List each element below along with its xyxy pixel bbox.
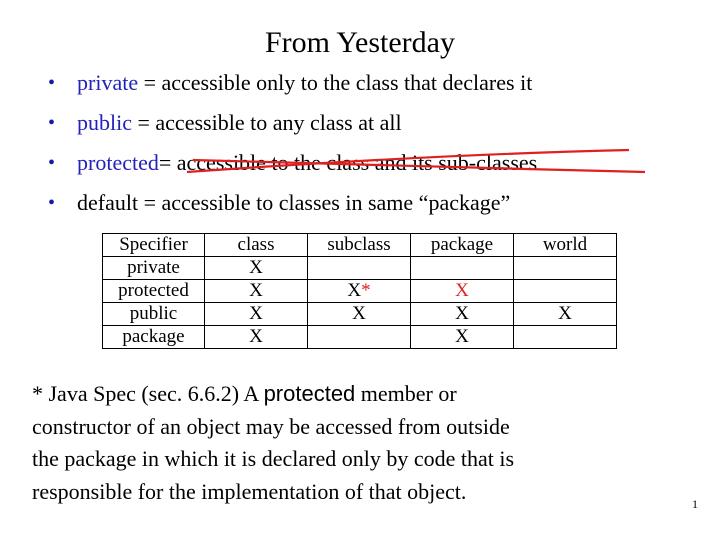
footnote: [32, 378, 692, 508]
access-table: [102, 233, 617, 349]
header-cell: Specifier: [103, 234, 205, 257]
keyword-private: private: [77, 70, 139, 95]
header-cell: package: [411, 234, 514, 257]
keyword-public: public: [77, 110, 132, 135]
table-row: [103, 303, 617, 326]
table-cell: [411, 257, 514, 280]
keyword-protected: protected: [77, 150, 159, 175]
table-cell: [308, 257, 411, 280]
footnote-line: the package in which it is declared only by code that is: [32, 446, 515, 471]
bullet-text: = accessible only to the class that declares it: [138, 70, 533, 95]
table-cell: X: [205, 280, 308, 303]
table-cell: X: [411, 326, 514, 349]
bullet-dot-icon: •: [48, 152, 56, 174]
table-cell: [308, 280, 411, 303]
table-cell: [308, 326, 411, 349]
bullet-dot-icon: •: [48, 72, 56, 94]
red-asterisk: *: [361, 280, 371, 301]
table-row: [103, 326, 617, 349]
table-cell: X: [308, 303, 411, 326]
table-cell: X: [411, 303, 514, 326]
header-cell: class: [205, 234, 308, 257]
table-cell: X: [514, 303, 617, 326]
bullet-text: default = accessible to classes in same “package”: [77, 190, 511, 215]
bullet-dot-icon: •: [48, 192, 56, 214]
specifier-cell: public: [103, 303, 205, 326]
footnote-line: constructor of an object may be accessed from outside: [32, 413, 510, 439]
slide-title: From Yesterday: [264, 26, 455, 59]
specifier-cell: private: [103, 257, 205, 280]
table-cell: [514, 257, 617, 280]
bullet-dot-icon: •: [48, 112, 56, 134]
table-cell: X: [205, 303, 308, 326]
table-cell: X: [205, 326, 308, 349]
table-cell: X: [205, 257, 308, 280]
table-cell-red: X: [411, 280, 514, 303]
table-row: [103, 257, 617, 280]
table-cell-value: X: [347, 280, 362, 301]
bullet-text: = accessible to any class at all: [132, 110, 402, 135]
header-cell: world: [514, 234, 617, 257]
header-cell: subclass: [308, 234, 411, 257]
table-row: [103, 280, 617, 303]
bullet-text: = accessible to the class and its sub-classes: [158, 150, 538, 175]
table-cell: [514, 326, 617, 349]
table-header-row: [103, 234, 617, 257]
specifier-cell: protected: [103, 280, 205, 303]
footnote-line: responsible for the implementation of that object.: [32, 478, 467, 504]
struck-text: [159, 148, 537, 178]
footnote-keyword: protected: [263, 381, 356, 406]
specifier-cell: package: [103, 326, 205, 349]
table-cell: [514, 280, 617, 303]
footnote-line: * Java Spec (sec. 6.6.2) A protected member or: [32, 381, 457, 406]
page-number: 1: [692, 497, 698, 511]
